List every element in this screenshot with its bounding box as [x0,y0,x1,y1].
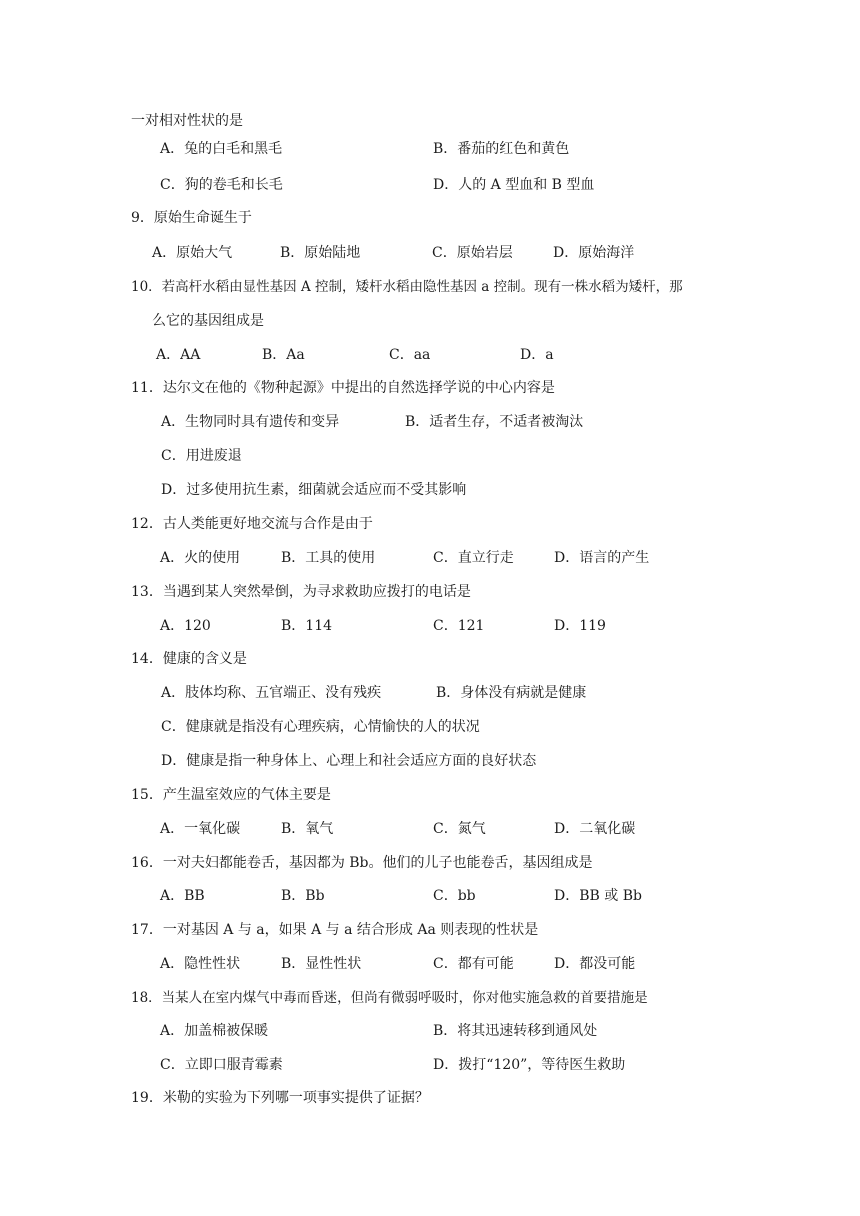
question-10-stem-cont: 么它的基因组成是 [152,313,264,329]
question-13-stem: 13．当遇到某人突然晕倒，为寻求救助应拨打的电话是 [131,584,471,600]
question-11-option-c: C．用进废退 [161,448,242,464]
question-8-option-c: C．狗的卷毛和长毛 [160,177,283,193]
question-16-option-b: B．Bb [281,888,325,904]
question-16-option-c: C．bb [433,888,476,904]
question-11-option-d: D．过多使用抗生素，细菌就会适应而不受其影响 [161,482,467,498]
question-12-option-b: B．工具的使用 [281,550,376,566]
question-12-option-d: D．语言的产生 [554,550,650,566]
question-17-option-b: B．显性性状 [281,956,362,972]
question-15-option-a: A．一氧化碳 [160,821,241,837]
question-9-option-d: D．原始海洋 [553,245,635,261]
question-14-option-c: C．健康就是指没有心理疾病，心情愉快的人的状况 [161,719,480,735]
question-10-stem: 10．若高杆水稻由显性基因 A 控制，矮杆水稻由隐性基因 a 控制。现有一株水稻为矮杆，那 [131,279,683,295]
question-15-option-c: C．氮气 [433,821,486,837]
question-12-option-c: C．直立行走 [433,550,514,566]
question-18-option-a: A．加盖棉被保暖 [160,1023,269,1039]
question-8-stem-tail: 一对相对性状的是 [131,113,243,129]
question-12-stem: 12．古人类能更好地交流与合作是由于 [131,516,373,532]
question-18-option-d: D．拨打“120”，等待医生救助 [433,1057,626,1073]
question-16-stem: 16．一对夫妇都能卷舌，基因都为 Bb。他们的儿子也能卷舌，基因组成是 [131,855,593,871]
question-19-stem: 19．米勒的实验为下列哪一项事实提供了证据？ [131,1090,429,1106]
question-13-option-d: D．119 [554,618,606,634]
question-14-option-a: A．肢体均称、五官端正、没有残疾 [161,685,382,701]
question-15-option-b: B．氧气 [281,821,334,837]
question-13-option-b: B．114 [281,618,333,634]
question-11-stem: 11．达尔文在他的《物种起源》中提出的自然选择学说的中心内容是 [131,380,555,396]
question-13-option-c: C．121 [433,618,485,634]
question-16-option-a: A．BB [160,888,205,904]
question-10-option-d: D．a [520,347,554,363]
question-14-stem: 14．健康的含义是 [131,651,247,667]
question-17-option-c: C．都有可能 [433,956,514,972]
question-8-option-a: A．兔的白毛和黑毛 [160,141,283,157]
question-17-option-a: A．隐性性状 [160,956,241,972]
question-14-option-b: B．身体没有病就是健康 [436,685,587,701]
question-17-option-d: D．都没可能 [554,956,636,972]
question-9-option-b: B．原始陆地 [280,245,361,261]
question-9-option-a: A．原始大气 [152,245,233,261]
question-14-option-d: D．健康是指一种身体上、心理上和社会适应方面的良好状态 [161,753,537,769]
question-10-option-a: A．AA [156,347,201,363]
question-10-option-c: C．aa [389,347,431,363]
question-8-option-d: D．人的 A 型血和 B 型血 [433,177,595,193]
question-18-option-b: B．将其迅速转移到通风处 [433,1023,598,1039]
question-9-stem: 9．原始生命诞生于 [131,210,252,226]
question-15-option-d: D．二氧化碳 [554,821,636,837]
question-8-option-b: B．番茄的红色和黄色 [433,141,570,157]
question-18-option-c: C．立即口服青霉素 [160,1057,283,1073]
question-11-option-a: A．生物同时具有遗传和变异 [161,414,340,430]
question-18-stem: 18．当某人在室内煤气中毒而昏迷，但尚有微弱呼吸时，你对他实施急救的首要措施是 [131,990,648,1006]
question-13-option-a: A．120 [160,618,211,634]
question-9-option-c: C．原始岩层 [432,245,513,261]
question-12-option-a: A．火的使用 [160,550,241,566]
question-11-option-b: B．适者生存，不适者被淘汰 [405,414,584,430]
question-16-option-d: D．BB 或 Bb [554,888,642,904]
question-15-stem: 15．产生温室效应的气体主要是 [131,787,331,803]
question-10-option-b: B．Aa [262,347,305,363]
question-17-stem: 17．一对基因 A 与 a，如果 A 与 a 结合形成 Aa 则表现的性状是 [131,922,539,938]
